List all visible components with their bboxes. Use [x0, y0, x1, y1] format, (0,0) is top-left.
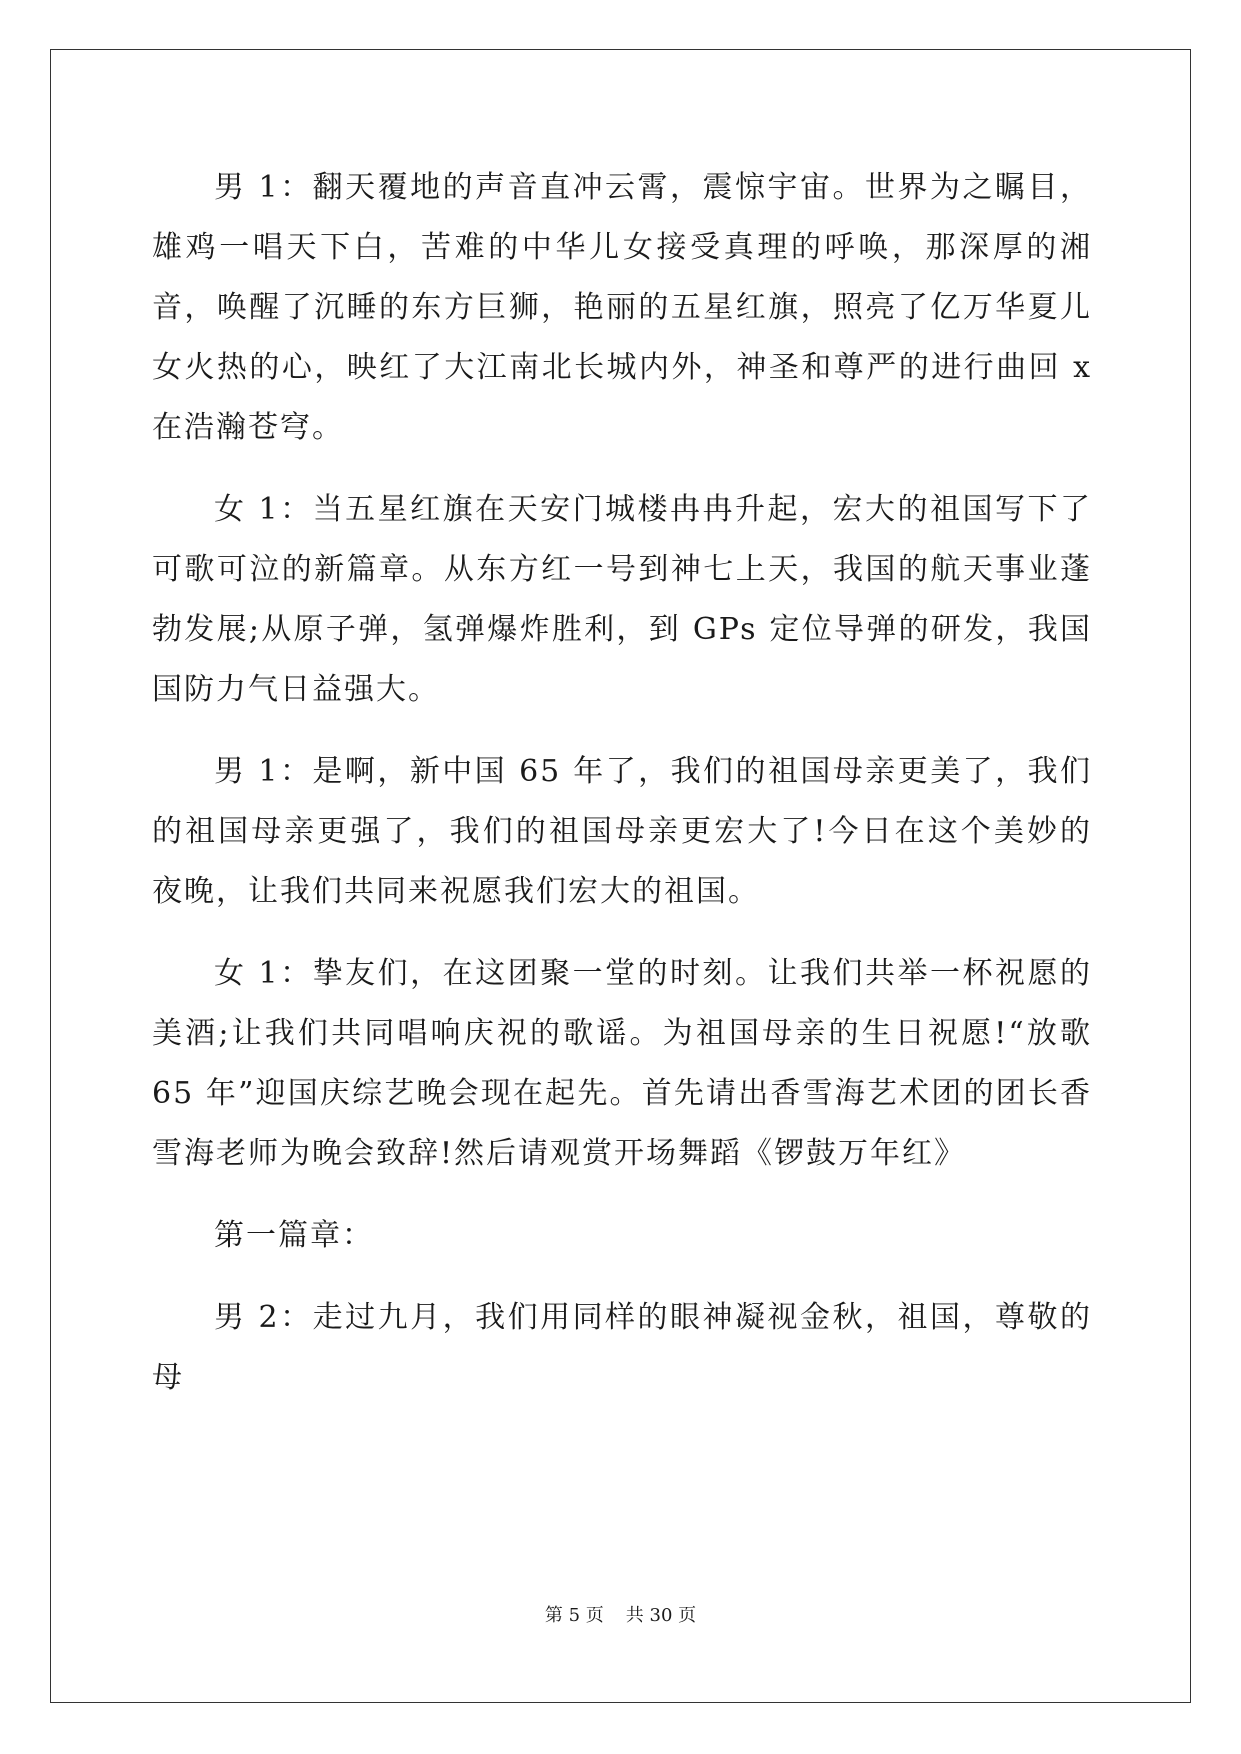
paragraph-3: 男 1：是啊，新中国 65 年了，我们的祖国母亲更美了，我们的祖国母亲更强了，我们的祖国母亲更宏大了!今日在这个美妙的夜晚，让我们共同来祝愿我们宏大的祖国。: [152, 754, 1092, 909]
paragraph-1: 男 1：翻天覆地的声音直冲云霄，震惊宇宙。世界为之瞩目，雄鸡一唱天下白，苦难的中华儿女接受真理的呼唤，那深厚的湘音，唤醒了沉睡的东方巨狮，艳丽的五星红旗，照亮了亿万华夏儿女火热的心，映红了大江南北长城内外，神圣和尊严的进行曲回 x 在浩瀚苍穹。: [152, 170, 1092, 445]
paragraph-2: 女 1：当五星红旗在天安门城楼冉冉升起，宏大的祖国写下了可歌可泣的新篇章。从东方红一号到神七上天，我国的航天事业蓬勃发展;从原子弹，氢弹爆炸胜利，到 GPs 定位导弹的研发，我国国防力气日益强大。: [152, 492, 1092, 707]
document-body: [152, 158, 1092, 1408]
page-number-current: 第 5 页: [544, 1605, 604, 1626]
chapter-heading: 第一篇章：: [214, 1218, 374, 1253]
paragraph-5: 男 2：走过九月，我们用同样的眼神凝视金秋，祖国，尊敬的母: [152, 1300, 1092, 1395]
page-footer: [0, 1604, 1241, 1628]
paragraph-4: 女 1：挚友们，在这团聚一堂的时刻。让我们共举一杯祝愿的美酒;让我们共同唱响庆祝的歌谣。为祖国母亲的生日祝愿!“放歌 65 年”迎国庆综艺晚会现在起先。首先请出香雪海艺术团的团长香雪海老师为晚会致辞!然后请观赏开场舞蹈《锣鼓万年红》: [152, 956, 1092, 1171]
page-number-total: 共 30 页: [625, 1605, 697, 1626]
